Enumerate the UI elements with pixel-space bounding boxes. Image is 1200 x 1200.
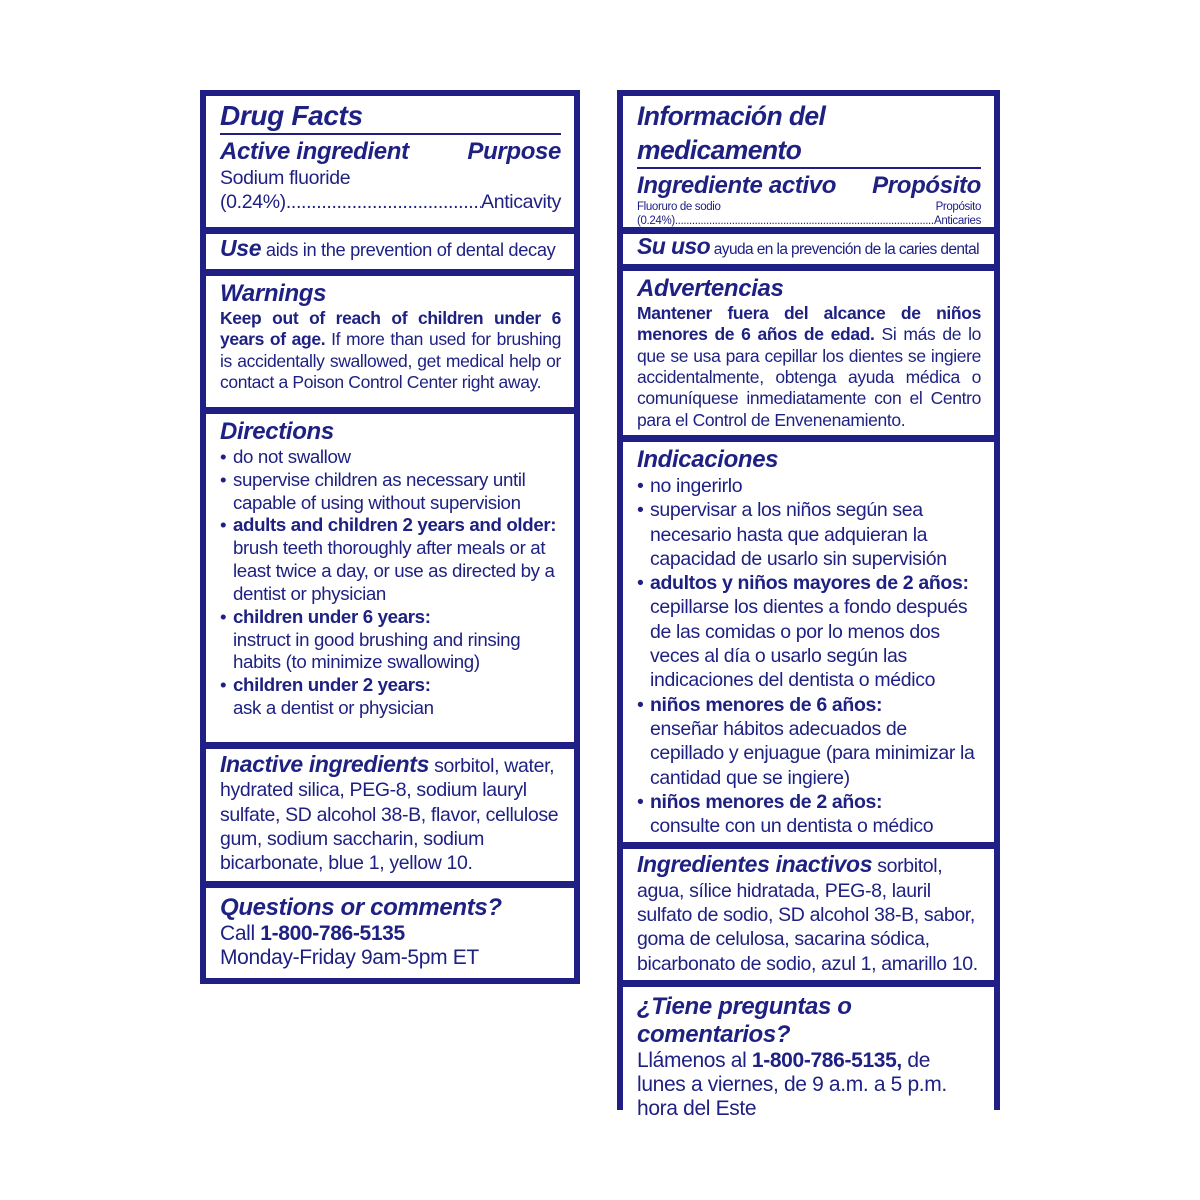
direction-text: cepillarse los dientes a fondo después de las comidas o por lo menos dos veces al día o usarlo según las indicaciones del dentista o médico bbox=[650, 596, 968, 692]
purpose-label: Purpose bbox=[467, 138, 561, 165]
questions-label: Questions or comments? bbox=[220, 894, 502, 921]
ingredient-strength: (0.24%) bbox=[220, 191, 286, 214]
drug-facts-title: Drug Facts bbox=[220, 99, 561, 135]
leader-dots bbox=[675, 214, 934, 228]
ingredient-row bbox=[637, 200, 981, 214]
questions-box bbox=[623, 987, 994, 1125]
ingredient-purpose-label: Propósito bbox=[935, 201, 981, 213]
purpose-label: Propósito bbox=[872, 172, 981, 199]
phone-line bbox=[220, 922, 561, 946]
directions-label: Indicaciones bbox=[637, 445, 779, 473]
direction-text: consulte con un dentista o médico bbox=[650, 815, 934, 838]
ingredient-purpose: Anticavity bbox=[481, 191, 561, 214]
direction-heading: • niños menores de 6 años: bbox=[650, 693, 883, 716]
direction-heading: • adults and children 2 years and older: bbox=[233, 514, 557, 536]
list-item bbox=[637, 790, 981, 839]
directions-list bbox=[637, 474, 981, 838]
active-ingredient-label: Ingrediente activo bbox=[637, 172, 837, 199]
inactive-ingredients-text: sorbitol, agua, sílice hidratada, PEG-8, lauril sulfato de sodio, SD alcohol 38-B, sabor, goma de celulosa, sacarina sódica, bicarbonato de sodio, azul 1, amarillo 10. bbox=[637, 855, 978, 975]
drug-facts-panel-spanish bbox=[617, 90, 1000, 1120]
call-text: Call bbox=[220, 922, 261, 945]
warnings-label: Warnings bbox=[220, 280, 327, 307]
warnings-body bbox=[220, 308, 561, 393]
warnings-box bbox=[206, 276, 574, 407]
direction-heading: • adultos y niños mayores de 2 años: bbox=[650, 572, 969, 595]
drug-facts-header-box bbox=[206, 96, 574, 227]
hours-text: de lunes a viernes, de 9 a.m. a 5 p.m. hora del Este bbox=[637, 1048, 947, 1120]
phone-line bbox=[637, 1049, 981, 1121]
drug-facts-title: Información del medicamento bbox=[637, 99, 981, 169]
list-item: • do not swallow bbox=[220, 446, 561, 469]
warnings-text: If more than used for brushing is accidentally swallowed, get medical help or contact a Poison Control Center right away. bbox=[220, 329, 561, 393]
use-label: Use bbox=[220, 235, 262, 261]
inactive-ingredients-label: Ingredientes inactivos bbox=[637, 851, 873, 878]
directions-box bbox=[206, 414, 574, 742]
list-item: • no ingerirlo bbox=[637, 474, 981, 498]
inactive-ingredients-label: Inactive ingredients bbox=[220, 751, 430, 777]
active-ingredient-header-row bbox=[220, 137, 561, 166]
phone-number: 1-800-786-5135 bbox=[260, 922, 405, 945]
phone-number: 1-800-786-5135, bbox=[751, 1048, 902, 1072]
direction-text: ask a dentist or physician bbox=[233, 696, 434, 718]
hours-text: Monday-Friday 9am-5pm ET bbox=[220, 946, 479, 969]
list-item bbox=[220, 514, 561, 605]
list-item bbox=[220, 674, 561, 720]
active-ingredient-header-row bbox=[637, 171, 981, 200]
ingredient-name: Sodium fluoride bbox=[220, 167, 351, 189]
warnings-bold-text: Mantener fuera del alcance de niños menores de 6 años de edad. bbox=[637, 302, 981, 345]
inactive-ingredients-box bbox=[623, 849, 994, 979]
ingredient-name: Fluoruro de sodio bbox=[637, 201, 721, 213]
ingredient-strength: (0.24%) bbox=[637, 215, 675, 228]
directions-list bbox=[220, 446, 561, 720]
use-box bbox=[623, 234, 994, 264]
warnings-bold-text: Keep out of reach of children under 6 years of age. bbox=[220, 308, 561, 350]
inactive-ingredients-text: sorbitol, water, hydrated silica, PEG-8, sodium lauryl sulfate, SD alcohol 38-B, flavor, cellulose gum, sodium saccharin, sodium bicarbonate, blue 1, yellow 10. bbox=[220, 755, 559, 875]
direction-text: brush teeth thoroughly after meals or at least twice a day, or use as directed by a dentist or physician bbox=[233, 537, 555, 604]
direction-text: enseñar hábitos adecuados de cepillado y enjuague (para minimizar la cantidad que se ingiere) bbox=[650, 717, 975, 789]
ingredient-strength-row bbox=[220, 190, 561, 214]
direction-text: instruct in good brushing and rinsing habits (to minimize swallowing) bbox=[233, 628, 521, 673]
active-ingredient-label: Active ingredient bbox=[220, 138, 409, 165]
questions-box bbox=[206, 888, 574, 978]
direction-heading: • niños menores de 2 años: bbox=[650, 790, 883, 813]
ingredient-purpose: Anticaries bbox=[934, 215, 981, 228]
warnings-box bbox=[623, 271, 994, 435]
list-item bbox=[637, 693, 981, 790]
drug-facts-header-box bbox=[623, 96, 994, 227]
use-text: aids in the prevention of dental decay bbox=[261, 239, 556, 260]
warnings-label: Advertencias bbox=[637, 274, 784, 302]
list-item bbox=[220, 606, 561, 674]
direction-heading: • children under 6 years: bbox=[233, 605, 431, 627]
directions-label: Directions bbox=[220, 418, 334, 445]
warnings-body bbox=[637, 303, 981, 431]
use-box bbox=[206, 234, 574, 269]
list-item: • supervisar a los niños según sea necesario hasta que adquieran la capacidad de usarlo sin supervisión bbox=[637, 498, 981, 571]
use-text: ayuda en la prevención de la caries dental bbox=[710, 241, 979, 258]
ingredient-strength-row bbox=[637, 214, 981, 228]
leader-dots bbox=[286, 190, 481, 214]
inactive-ingredients-box bbox=[206, 749, 574, 881]
questions-label: ¿Tiene preguntas o comentarios? bbox=[637, 992, 852, 1048]
direction-heading: • children under 2 years: bbox=[233, 674, 431, 696]
call-text: Llámenos al bbox=[637, 1048, 752, 1072]
warnings-text: Si más de lo que se usa para cepillar los dientes se ingiere accidentalmente, obtenga ayuda médica o comuníquese inmediatamente con el Centro para el Control de Envenenamiento. bbox=[637, 324, 981, 430]
drug-facts-panel-english bbox=[200, 90, 580, 984]
list-item: • supervise children as necessary until capable of using without supervision bbox=[220, 469, 561, 515]
directions-box bbox=[623, 442, 994, 842]
use-label: Su uso bbox=[637, 233, 711, 259]
list-item bbox=[637, 571, 981, 692]
